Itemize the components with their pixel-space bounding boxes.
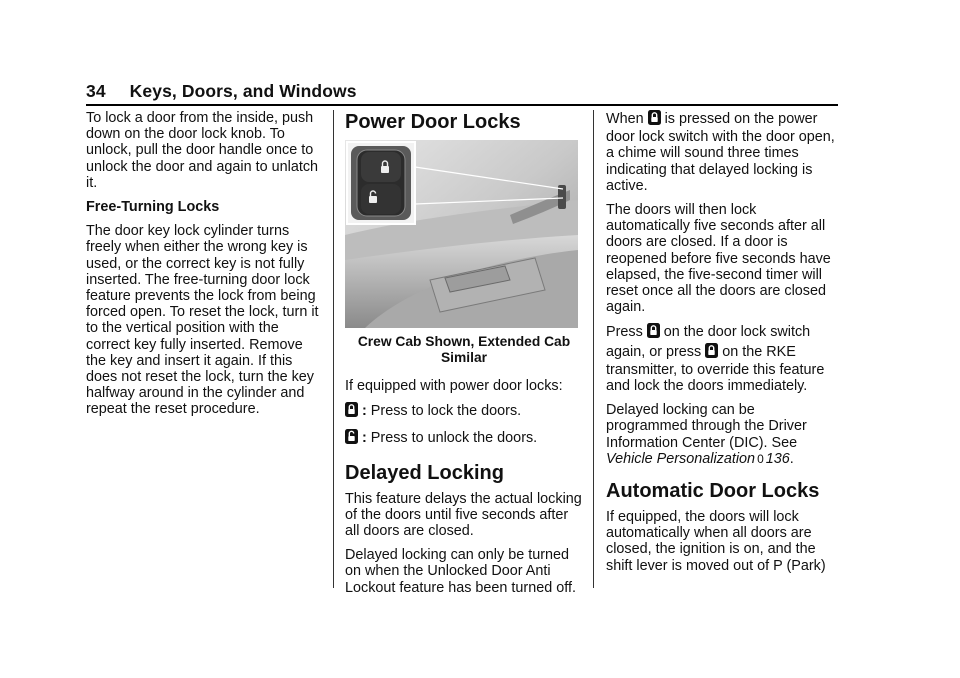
free-turning-heading: Free-Turning Locks	[86, 199, 220, 216]
page-ref-icon: 0	[757, 451, 764, 466]
vehicle-personalization-link[interactable]: Vehicle Personalization	[606, 450, 756, 467]
column-divider-2	[593, 110, 594, 588]
free-turning-paragraph: The door key lock cylinder turns freely when either the wrong key is used, or the correct key is not fully inserted. The free-turning door lock feature prevents the lock from being forced open. To reset the lock, turn it to the vertical position with the correct key fully inserted. Remove the key and insert it again. If this does not reset the lock, turn the key halfway around in the cylinder and repeat the reset procedure.	[86, 223, 319, 418]
intro-paragraph: To lock a door from the inside, push down on the door lock knob. To unlock, pull the door handle once to unlock the door and again to unlatch it.	[86, 110, 319, 191]
doors-then-lock-paragraph: The doors will then lock automatically five seconds after all doors are closed. If a door is reopened before five seconds have elapsed, the five-second timer will reset once all the doors are closed again.	[606, 202, 831, 316]
unlock-item: : Press to unlock the doors.	[345, 429, 583, 448]
when-pressed-paragraph: When is pressed on the power door lock switch with the door open, a chime will sound three times indicating that delayed locking is active.	[606, 111, 835, 194]
if-equipped-text: If equipped with power door locks:	[345, 378, 563, 394]
delayed-paragraph-1: This feature delays the actual locking of the doors until five seconds after all doors are closed.	[345, 490, 582, 540]
unlock-text: Press to unlock the doors.	[370, 430, 538, 447]
lock-icon	[647, 323, 660, 342]
lock-item: : Press to lock the doors.	[345, 402, 583, 421]
power-door-locks-heading: Power Door Locks	[345, 111, 521, 133]
delayed-locking-heading: Delayed Locking	[345, 461, 504, 484]
column-right	[606, 110, 838, 582]
column-middle	[345, 110, 583, 604]
page-ref-number[interactable]: 136	[765, 450, 790, 467]
lock-icon	[705, 343, 718, 362]
column-divider-1	[333, 110, 334, 588]
dic-paragraph: Delayed locking can be programmed through the Driver Information Center (DIC). See Vehicle Personalization 0 136.	[606, 402, 807, 467]
automatic-door-locks-heading: Automatic Door Locks	[606, 480, 820, 503]
override-paragraph: Press on the door lock switch again, or press on the RKE transmitter, to override this feature and lock the doors immediately.	[606, 324, 825, 395]
page-header	[86, 81, 357, 102]
photo-caption: Crew Cab Shown, Extended Cab Similar	[357, 334, 571, 365]
unlock-icon	[345, 429, 358, 448]
column-left	[86, 110, 322, 426]
section-title: Keys, Doors, and Windows	[129, 81, 357, 101]
lock-text: Press to lock the doors.	[370, 403, 522, 420]
lock-icon	[345, 402, 358, 421]
page-number: 34	[86, 81, 106, 101]
door-lock-switch-photo	[345, 140, 578, 328]
delayed-paragraph-2: Delayed locking can only be turned on when the Unlocked Door Anti Lockout feature has been turned off.	[345, 547, 576, 596]
header-rule	[86, 104, 838, 106]
lock-icon	[648, 110, 661, 129]
automatic-paragraph: If equipped, the doors will lock automatically when all doors are closed, the ignition is on, and the shift lever is moved out of P (Park)	[606, 509, 826, 574]
